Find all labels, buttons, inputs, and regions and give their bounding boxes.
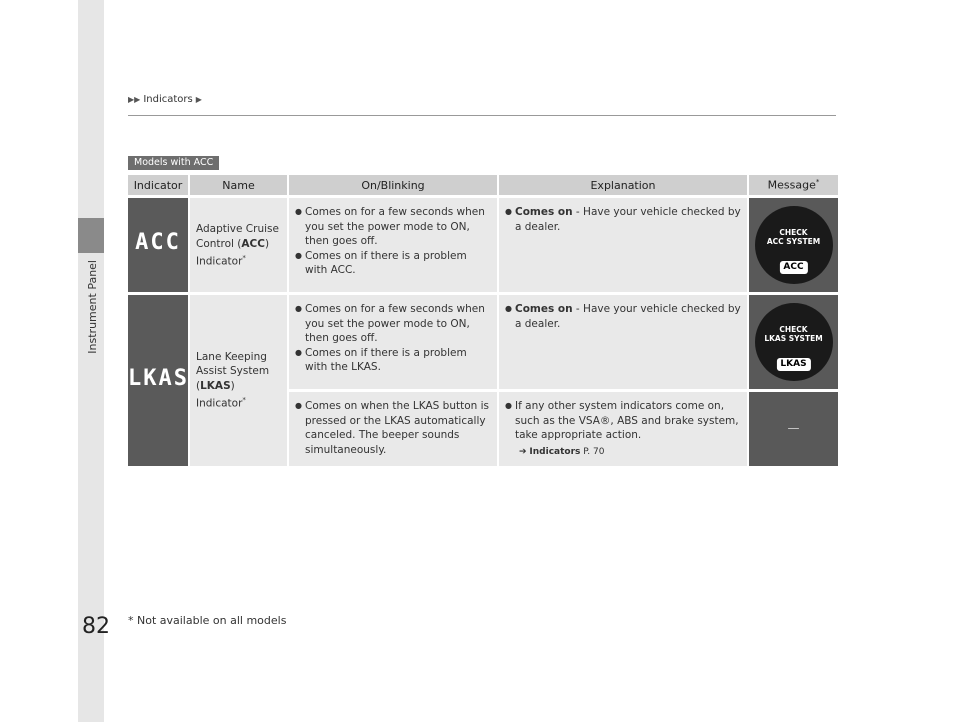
list-item: ● Comes on when the LKAS button is pressed or the LKAS automatically canceled. The beeper sounds simultaneously. [295,399,491,457]
header-indicator: Indicator [128,175,188,195]
table-row-lkas [128,295,838,389]
lkas-message [749,295,838,389]
lkas-badge-icon: LKAS [776,358,810,371]
lkas-on-blinking [289,295,497,389]
header-explanation: Explanation [499,175,747,195]
breadcrumb-arrow-icon: ▶ [195,95,202,104]
side-tab-marker [78,218,104,253]
breadcrumb [128,94,202,105]
footnote: * Not available on all models [128,614,287,627]
lkas-name: Lane Keeping Assist System (LKAS) Indicator* [190,295,287,466]
lkas-indicator-icon: LKAS [128,295,188,466]
acc-indicator-icon: ACC [128,198,188,292]
header-rule [128,115,836,116]
breadcrumb-label[interactable]: Indicators [143,94,193,105]
check-acc-system-display: CHECK ACC SYSTEM ACC [755,206,833,284]
side-section-label: Instrument Panel [86,260,99,354]
acc-name: Adaptive Cruise Control (ACC) Indicator* [190,198,287,292]
header-name: Name [190,175,287,195]
lkas-explanation [499,295,747,389]
reference-arrow-icon: ➔ [519,446,527,457]
lkas-on-blinking-cancel [289,392,497,466]
lkas-explanation-other [499,392,747,466]
indicators-page-link[interactable]: ➔ Indicators P. 70 [519,446,605,457]
breadcrumb-arrow-icon: ▶▶ [128,95,141,104]
acc-badge-icon: ACC [779,261,807,274]
list-item: ● Comes on if there is a problem with ACC. [295,249,491,278]
section-tag: Models with ACC [128,156,219,170]
list-item: ● If any other system indicators come on, such as the VSA®, ABS and brake system, take appropriate action. [505,399,741,443]
list-item: ● Comes on - Have your vehicle checked by a dealer. [505,302,741,331]
list-item: ● Comes on if there is a problem with the LKAS. [295,346,491,375]
list-item: ● Comes on for a few seconds when you set the power mode to ON, then goes off. [295,205,491,249]
acc-explanation [499,198,747,292]
table-header-row [128,175,838,195]
header-message: Message* [749,175,838,195]
list-item: ● Comes on - Have your vehicle checked by a dealer. [505,205,741,234]
lkas-message-none: — [749,392,838,466]
indicator-table [126,172,840,469]
list-item: ● Comes on for a few seconds when you set the power mode to ON, then goes off. [295,302,491,346]
acc-on-blinking [289,198,497,292]
page-number: 82 [82,614,110,639]
table-row-acc [128,198,838,292]
acc-message [749,198,838,292]
check-lkas-system-display: CHECK LKAS SYSTEM LKAS [755,303,833,381]
header-on-blinking: On/Blinking [289,175,497,195]
